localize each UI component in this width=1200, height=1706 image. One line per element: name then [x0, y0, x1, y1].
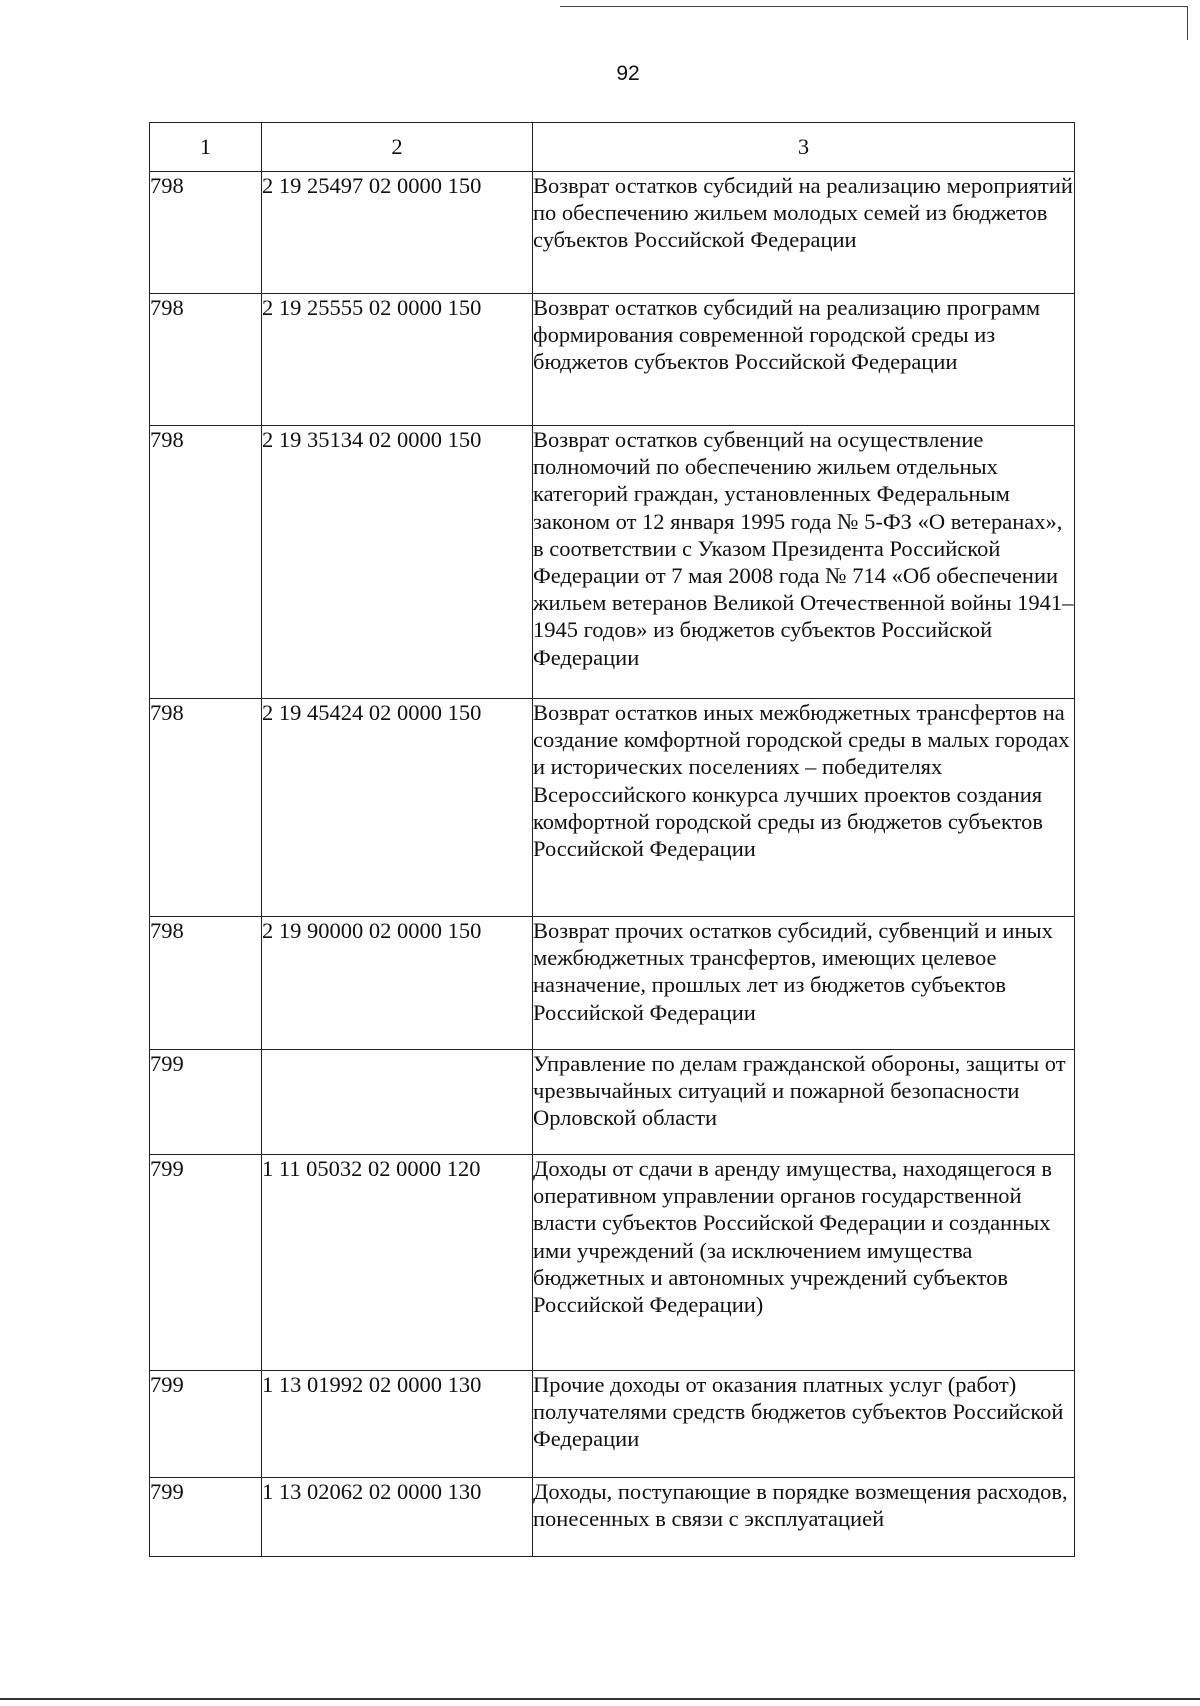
admin-code-cell: 798	[150, 699, 262, 917]
table-row	[150, 1050, 1075, 1155]
revenue-name-cell: Управление по делам гражданской обороны, защиты от чрезвычайных ситуаций и пожарной безопасности Орловской области	[533, 1050, 1075, 1155]
page-number: 92	[616, 62, 640, 85]
revenue-name-cell: Возврат остатков субсидий на реализацию программ формирования современной городской среды из бюджетов субъектов Российской Федерации	[533, 294, 1075, 426]
admin-code-cell: 798	[150, 426, 262, 699]
revenue-code-cell: 2 19 25497 02 0000 150	[262, 172, 533, 294]
admin-code-cell: 799	[150, 1371, 262, 1478]
scan-edge-bottom	[0, 1698, 1200, 1700]
revenue-code-cell: 1 11 05032 02 0000 120	[262, 1155, 533, 1371]
table-row	[150, 699, 1075, 917]
admin-code-cell: 798	[150, 917, 262, 1050]
revenue-name-cell: Возврат остатков иных межбюджетных трансфертов на создание комфортной городской среды в малых городах и исторических поселениях – победителях Всероссийского конкурса лучших проектов создания комфортной городской среды из бюджетов субъектов Российской Федерации	[533, 699, 1075, 917]
admin-code-cell: 799	[150, 1478, 262, 1557]
revenue-code-cell: 2 19 90000 02 0000 150	[262, 917, 533, 1050]
revenue-name-cell: Доходы, поступающие в порядке возмещения расходов, понесенных в связи с эксплуатацией	[533, 1478, 1075, 1557]
table-row	[150, 172, 1075, 294]
admin-code-cell: 798	[150, 294, 262, 426]
table-row	[150, 1478, 1075, 1557]
revenue-name-cell: Доходы от сдачи в аренду имущества, находящегося в оперативном управлении органов государственной власти субъектов Российской Федерации и созданных ими учреждений (за исключением имущества бюджетных и автономных учреждений субъектов Российской Федерации)	[533, 1155, 1075, 1371]
table-row	[150, 917, 1075, 1050]
admin-code-cell: 799	[150, 1050, 262, 1155]
revenue-code-cell: 1 13 01992 02 0000 130	[262, 1371, 533, 1478]
header-col-2: 2	[262, 123, 533, 172]
revenue-code-cell: 2 19 45424 02 0000 150	[262, 699, 533, 917]
table-row	[150, 426, 1075, 699]
revenue-name-cell: Возврат остатков субсидий на реализацию мероприятий по обеспечению жильем молодых семей из бюджетов субъектов Российской Федерации	[533, 172, 1075, 294]
revenue-name-cell: Возврат прочих остатков субсидий, субвенций и иных межбюджетных трансфертов, имеющих целевое назначение, прошлых лет из бюджетов субъектов Российской Федерации	[533, 917, 1075, 1050]
admin-code-cell: 799	[150, 1155, 262, 1371]
scan-edge-right	[1187, 6, 1188, 40]
scan-edge-top	[560, 6, 1188, 7]
revenue-name-cell: Возврат остатков субвенций на осуществление полномочий по обеспечению жильем отдельных категорий граждан, установленных Федеральным законом от 12 января 1995 года № 5-ФЗ «О ветеранах», в соответствии с Указом Президента Российской Федерации от 7 мая 2008 года № 714 «Об обеспечении жильем ветеранов Великой Отечественной войны 1941–1945 годов» из бюджетов субъектов Российской Федерации	[533, 426, 1075, 699]
table-row	[150, 1155, 1075, 1371]
revenue-name-cell: Прочие доходы от оказания платных услуг (работ) получателями средств бюджетов субъектов Российской Федерации	[533, 1371, 1075, 1478]
table-row	[150, 294, 1075, 426]
revenue-code-cell	[262, 1050, 533, 1155]
revenue-code-cell: 2 19 35134 02 0000 150	[262, 426, 533, 699]
header-col-1: 1	[150, 123, 262, 172]
revenue-code-cell: 2 19 25555 02 0000 150	[262, 294, 533, 426]
table-row	[150, 1371, 1075, 1478]
revenue-code-cell: 1 13 02062 02 0000 130	[262, 1478, 533, 1557]
revenue-codes-table	[149, 122, 1075, 1557]
admin-code-cell: 798	[150, 172, 262, 294]
header-col-3: 3	[533, 123, 1075, 172]
table-header-row	[150, 123, 1075, 172]
